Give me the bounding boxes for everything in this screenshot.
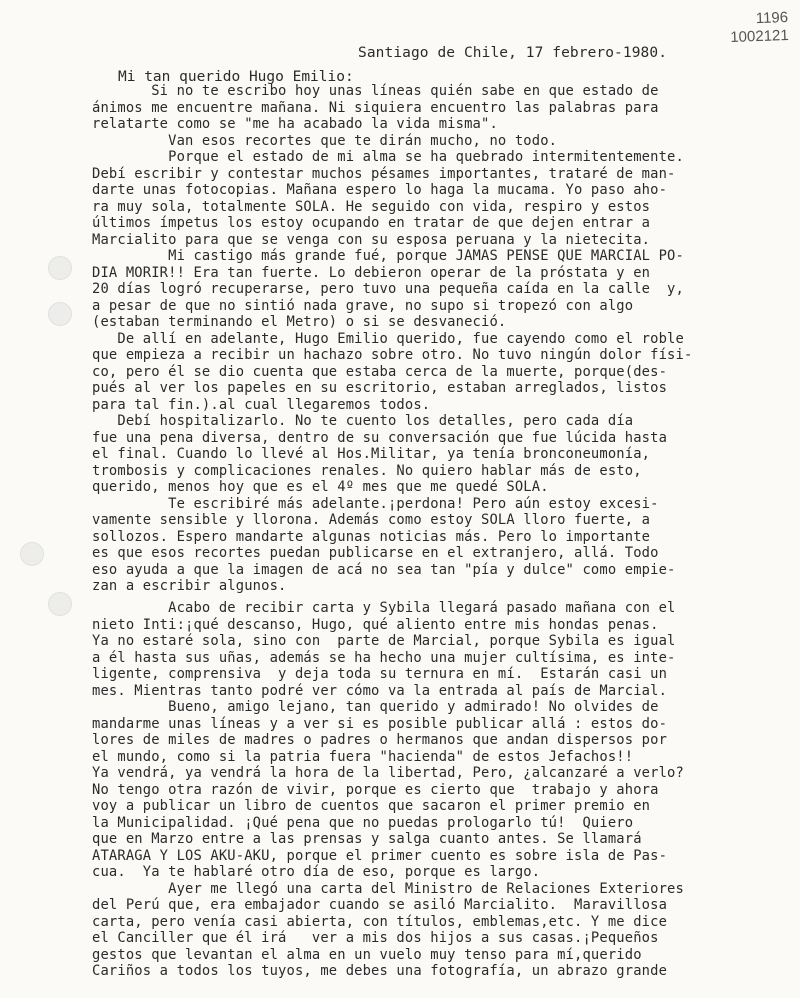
body-line: es que esos recortes puedan publicarse en el extranjero, allá. Todo xyxy=(92,545,659,561)
body-line: que empieza a recibir un hachazo sobre otro. No tuvo ningún dolor físi- xyxy=(92,347,693,363)
body-line: carta, pero venía casi abierta, con títulos, emblemas,etc. Y me dice xyxy=(92,913,668,930)
body-line: 20 días logró recuperarse, pero tuvo una pequeña caída en la calle y, xyxy=(92,281,684,297)
punch-hole-1 xyxy=(48,256,72,280)
body-line: el Canciller que él irá ver a mis dos hijos a sus casas.¡Pequeños xyxy=(92,930,659,946)
punch-hole-4 xyxy=(48,592,72,616)
body-line: sollozos. Espero mandarte algunas noticias más. Pero lo importante xyxy=(92,528,651,545)
body-line: Cariños a todos los tuyos, me debes una fotografía, un abrazo grande xyxy=(92,963,668,979)
body-line: De allí en adelante, Hugo Emilio querido, fue cayendo como el roble xyxy=(92,330,684,347)
body-line: que en Marzo entre a las prensas y salga cuanto antes. Se llamará xyxy=(92,831,642,847)
body-line: ra muy sola, totalmente SOLA. He seguido con vida, respiro y estos xyxy=(92,198,651,215)
letter-body xyxy=(92,83,772,980)
body-line: Si no te escribo hoy unas líneas quién sabe en que estado de xyxy=(92,83,659,99)
body-line: ligente, comprensiva y deja toda su ternura en mí. Estarán casi un xyxy=(92,666,668,682)
body-line: Ya no estaré sola, sino con parte de Marcial, porque Sybila es igual xyxy=(92,633,676,649)
body-line: Van esos recortes que te dirán mucho, no todo. xyxy=(92,132,558,149)
body-line: Debí escribir y contestar muchos pésames importantes, trataré de man- xyxy=(92,165,676,182)
body-line: para tal fin.).al cual llegaremos todos. xyxy=(92,396,431,413)
body-line: ánimos me encuentre mañana. Ni siquiera encuentro las palabras para xyxy=(92,99,659,116)
body-line: gestos que levantan el alma en un vuelo muy tenso para mí,querido xyxy=(92,946,642,963)
body-line: a él hasta sus uñas, además se ha hecho una mujer cultísima, es inte- xyxy=(92,649,676,666)
body-line: últimos ímpetus los estoy ocupando en tratar de que dejen entrar a xyxy=(92,215,651,231)
body-line: fue una pena diversa, dentro de su conversación que fue lúcida hasta xyxy=(92,429,668,446)
body-line: Porque el estado de mi alma se ha quebrado intermitentemente. xyxy=(92,149,684,165)
body-line: el mundo, como si la patria fuera "hacienda" de estos Jefachos!! xyxy=(92,748,634,765)
body-line: lores de miles de madres o padres o hermanos que andan dispersos por xyxy=(92,732,668,748)
body-line: Acabo de recibir carta y Sybila llegará pasado mañana con el xyxy=(92,600,676,616)
body-line: mandarme unas líneas y a ver si es posible publicar allá : estos do- xyxy=(92,715,668,732)
body-line: cua. Ya te hablaré otro día de eso, porque es largo. xyxy=(92,864,541,880)
punch-hole-2 xyxy=(48,302,72,326)
archive-number-1: 1196 xyxy=(755,8,788,28)
body-line: ATARAGA Y LOS AKU-AKU, porque el primer cuento es sobre isla de Pas- xyxy=(92,847,668,864)
body-line: mes. Mientras tanto podré ver cómo va la entrada al país de Marcial. xyxy=(92,682,668,699)
body-line: (estaban terminando el Metro) o si se desvaneció. xyxy=(92,314,507,330)
body-line: voy a publicar un libro de cuentos que sacaron el primer premio en xyxy=(92,798,651,814)
body-line: No tengo otra razón de vivir, porque es cierto que trabajo y ahora xyxy=(92,781,659,798)
body-line: Debí hospitalizarlo. No te cuento los detalles, pero cada día xyxy=(92,413,634,429)
body-line: darte unas fotocopias. Mañana espero lo haga la mucama. Yo paso aho- xyxy=(92,182,668,198)
body-line: vamente sensible y llorona. Además como estoy SOLA lloro fuerte, a xyxy=(92,512,651,528)
body-line: relatarte como se "me ha acabado la vida misma". xyxy=(92,116,498,132)
body-line: co, pero él se dio cuenta que estaba cerca de la muerte, porque(des- xyxy=(92,363,668,380)
body-line: Marcialito para que se venga con su esposa peruana y la nietecita. xyxy=(92,231,651,248)
body-line: zan a escribir algunos. xyxy=(92,578,287,594)
body-line: trombosis y complicaciones renales. No quiero hablar más de esto, xyxy=(92,462,642,479)
body-line: Bueno, amigo lejano, tan querido y admirado! No olvides de xyxy=(92,699,659,715)
body-line: eso ayuda a que la imagen de acá no sea tan "pía y dulce" como empie- xyxy=(92,561,676,578)
punch-hole-3 xyxy=(20,542,44,566)
body-line: pués al ver los papeles en su escritorio, estaban arreglados, listos xyxy=(92,380,668,396)
letter-dateline: Santiago de Chile, 17 febrero-1980. xyxy=(358,45,668,61)
body-line: querido, menos hoy que es el 4º mes que me quedé SOLA. xyxy=(92,479,549,495)
body-line: Ya vendrá, ya vendrá la hora de la libertad, Pero, ¿alcanzaré a verlo? xyxy=(92,765,684,781)
body-line: del Perú que, era embajador cuando se asiló Marcialito. Maravillosa xyxy=(92,897,668,913)
body-line: Mi castigo más grande fué, porque JAMAS PENSE QUE MARCIAL PO- xyxy=(92,248,684,264)
archive-mark xyxy=(729,9,789,47)
archive-number-2: 1002121 xyxy=(729,26,789,47)
body-line: Ayer me llegó una carta del Ministro de Relaciones Exteriores xyxy=(92,880,684,897)
body-line: nieto Inti:¡qué descanso, Hugo, qué aliento entre mis hondas penas. xyxy=(92,616,659,633)
body-line: el final. Cuando lo llevé al Hos.Militar, ya tenía bronconeumonía, xyxy=(92,446,651,462)
letter-salutation: Mi tan querido Hugo Emilio: xyxy=(118,69,354,85)
body-line: a pesar de que no sintió nada grave, no supo si tropezó con algo xyxy=(92,297,634,314)
body-line: Te escribiré más adelante.¡perdona! Pero aún estoy excesi- xyxy=(92,495,659,512)
body-line: DIA MORIR!! Era tan fuerte. Lo debieron operar de la próstata y en xyxy=(92,264,651,281)
body-line: la Municipalidad. ¡Qué pena que no puedas prologarlo tú! Quiero xyxy=(92,814,634,831)
